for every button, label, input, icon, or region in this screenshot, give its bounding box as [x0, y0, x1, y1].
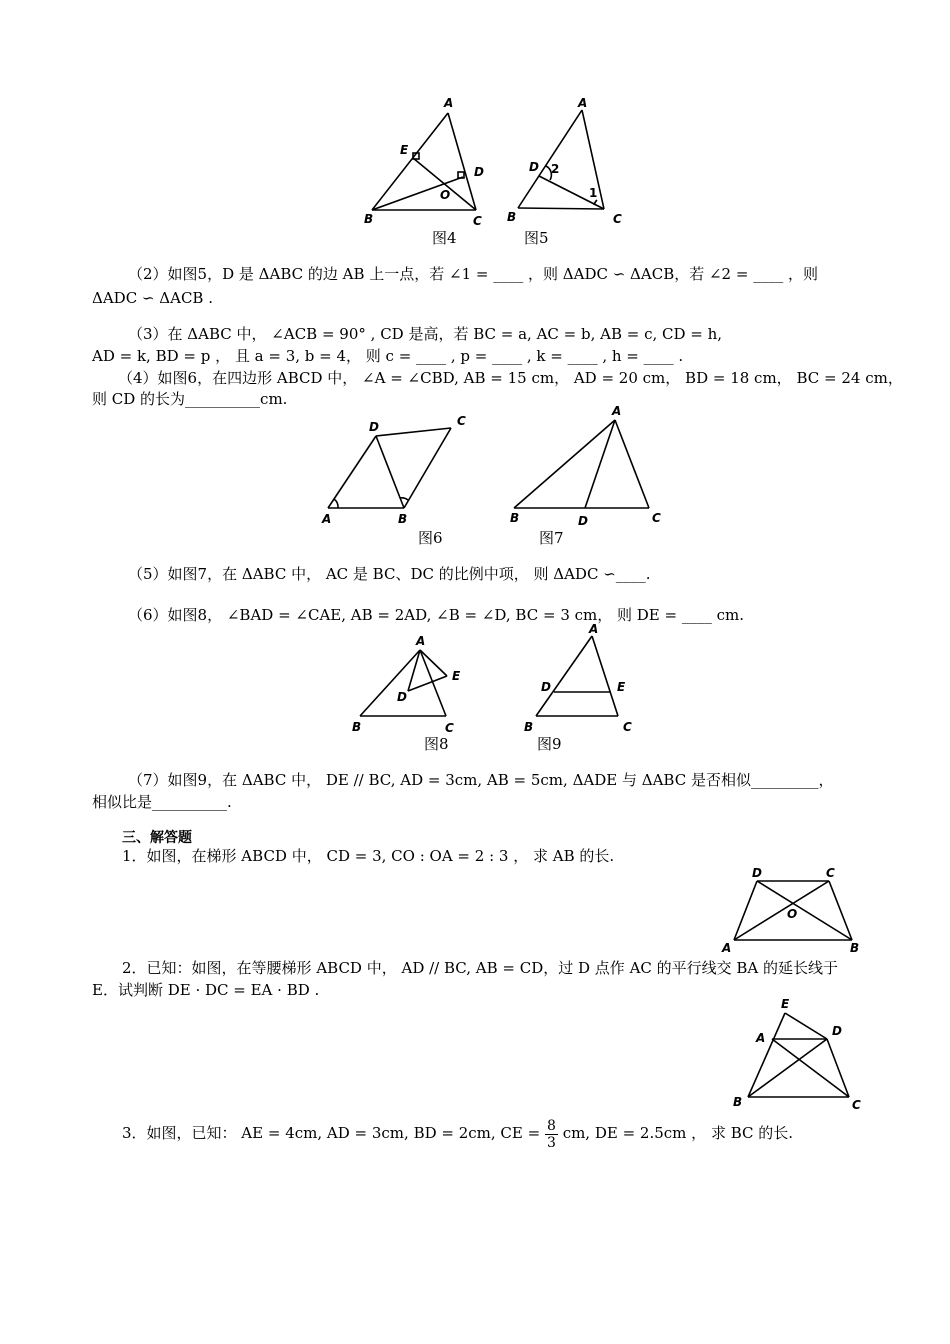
fig7-label-a: A [612, 404, 622, 418]
fig5-label-d: D [529, 160, 539, 174]
fig7-label-b: B [510, 511, 520, 525]
question-4-line-2: 则 CD 的长为__________cm. [92, 390, 288, 408]
trap1-label-b: B [850, 941, 860, 955]
fig9-label-e: E [617, 680, 626, 694]
question-7-line-1: （7）如图9，在 ΔABC 中， DE // BC, AD = 3cm, AB = 5cm, ΔADE 与 ΔABC 是否相似_________， [128, 771, 834, 789]
trap2-label-b: B [733, 1095, 743, 1109]
trap2-label-c: C [852, 1098, 861, 1112]
fig9-label-b: B [524, 720, 534, 734]
fig6-label-d: D [369, 420, 379, 434]
fig6-label-b: B [398, 512, 408, 526]
section-3-heading: 三、解答题 [122, 830, 192, 846]
trap2-label-e: E [781, 997, 790, 1011]
question-2-line-2: ΔADC ∽ ΔACB . [92, 289, 213, 307]
fraction-numerator: 8 [546, 1117, 556, 1134]
question-3-line-1: （3）在 ΔABC 中， ∠ACB = 90° , CD 是高，若 BC = a, AC = b, AB = c, CD = h, [128, 325, 723, 343]
fig6-caption: 图6 [418, 529, 443, 547]
question-2-line-1: （2）如图5，D 是 ΔABC 的边 AB 上一点，若 ∠1 = ____ ，则 ΔADC ∽ ΔACB，若 ∠2 = ____ ，则 [128, 265, 818, 283]
fig9-label-a: A [589, 622, 599, 636]
fig9-label-c: C [623, 720, 632, 734]
fig7-caption: 图7 [539, 529, 564, 547]
fig4-label-d: D [474, 165, 484, 179]
trap1-label-c: C [826, 866, 835, 880]
fig8-caption: 图8 [424, 735, 449, 753]
fig4-label-b: B [364, 212, 374, 226]
fig4-caption: 图4 [432, 229, 457, 247]
question-6-line-1: （6）如图8， ∠BAD = ∠CAE, AB = 2AD, ∠B = ∠D, BC = 3 cm， 则 DE = ____ cm. [128, 606, 745, 624]
fig8-label-e: E [452, 669, 461, 683]
question-3-line-2: AD = k, BD = p ， 且 a = 3, b = 4， 则 c = ____ , p = ____ , k = ____ , h = ____ . [92, 347, 684, 365]
question-5-line-1: （5）如图7，在 ΔABC 中， AC 是 BC、DC 的比例中项， 则 ΔADC ∽____. [128, 565, 651, 583]
problem-3-suffix: cm, DE = 2.5cm ， 求 BC 的长. [562, 1124, 794, 1142]
fig5-label-c: C [613, 212, 622, 226]
fig4-label-e: E [400, 143, 409, 157]
question-7-line-2: 相似比是__________. [92, 793, 232, 811]
fig9-caption: 图9 [537, 735, 562, 753]
trap1-label-o: O [787, 907, 798, 921]
fig6-label-a: A [322, 512, 332, 526]
fig8-label-a: A [416, 634, 426, 648]
fraction-denominator: 3 [546, 1134, 556, 1151]
fig8-label-b: B [352, 720, 362, 734]
fig8-label-d: D [397, 690, 407, 704]
fig4-label-o: O [440, 188, 451, 202]
trap2-label-a: A [756, 1031, 766, 1045]
fig9-label-d: D [541, 680, 551, 694]
problem-2-line-1: 2．已知：如图，在等腰梯形 ABCD 中， AD // BC, AB = CD，过 D 点作 AC 的平行线交 BA 的延长线于 [122, 959, 839, 977]
fig4-label-c: C [473, 214, 482, 228]
trap2-label-d: D [832, 1024, 842, 1038]
fig4-label-a: A [444, 96, 454, 110]
fig8-label-c: C [445, 721, 454, 735]
fig6-label-c: C [457, 414, 466, 428]
fig5-label-a: A [578, 96, 588, 110]
trap1-label-d: D [752, 866, 762, 880]
fig5-angle-2: 2 [551, 162, 560, 176]
problem-3-fraction [545, 1118, 558, 1151]
fig7-label-c: C [652, 511, 661, 525]
problem-3-text [122, 1113, 793, 1153]
problem-3-prefix: 3．如图，已知： AE = 4cm, AD = 3cm, BD = 2cm, CE = [122, 1124, 541, 1142]
fig5-label-b: B [507, 210, 517, 224]
trap1-label-a: A [722, 941, 732, 955]
fig5-angle-1: 1 [589, 186, 598, 200]
problem-1-text: 1．如图，在梯形 ABCD 中， CD = 3, CO : OA = 2 : 3 ， 求 AB 的长. [122, 847, 615, 865]
question-4-line-1: （4）如图6，在四边形 ABCD 中， ∠A = ∠CBD, AB = 15 cm， AD = 20 cm， BD = 18 cm， BC = 24 cm， [118, 369, 903, 387]
fig7-label-d: D [578, 514, 588, 528]
fig5-caption: 图5 [524, 229, 549, 247]
problem-2-line-2: E．试判断 DE · DC = EA · BD . [92, 981, 320, 999]
